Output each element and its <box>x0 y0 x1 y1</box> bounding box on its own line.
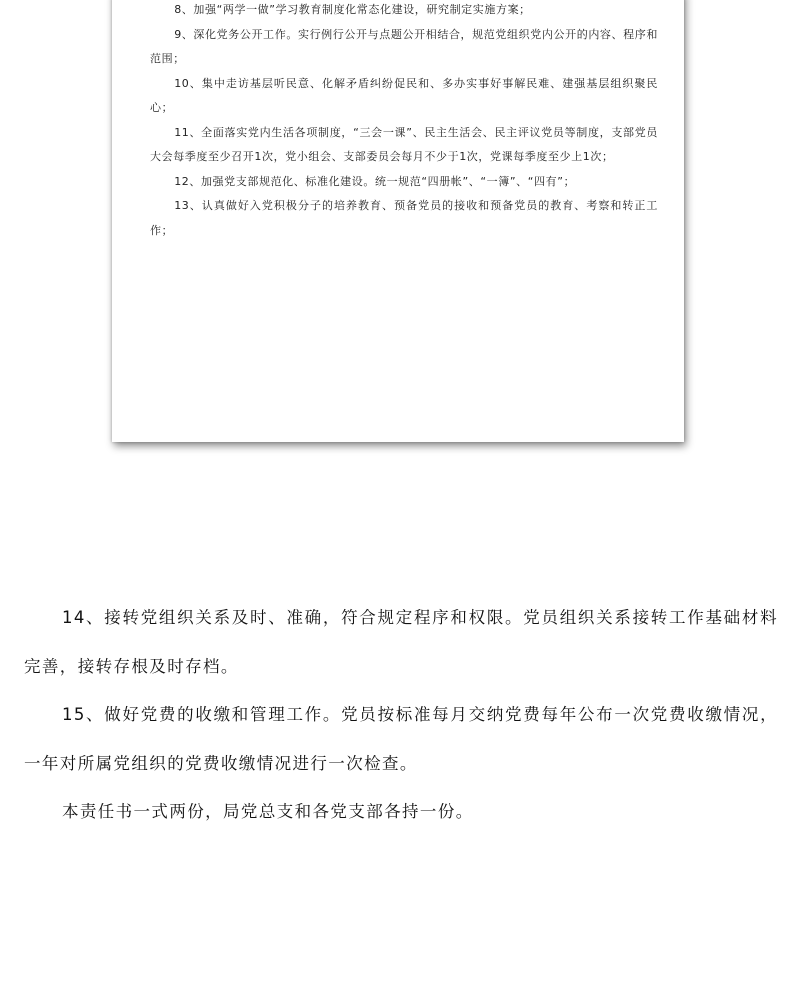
item-10: 10、集中走访基层听民意、化解矛盾纠纷促民和、多办实事好事解民难、建强基层组织聚民心； <box>150 76 658 114</box>
document-body <box>24 594 778 837</box>
page-preview-text <box>150 0 658 243</box>
item-9: 9、深化党务公开工作。实行例行公开与点题公开相结合，规范党组织党内公开的内容、程序和范围； <box>150 27 658 65</box>
item-12: 12、加强党支部规范化、标准化建设。统一规范“四册帐”、“一簿”、“四有”； <box>174 174 576 188</box>
item-13: 13、认真做好入党积极分子的培养教育、预备党员的接收和预备党员的教育、考察和转正工作； <box>150 199 658 237</box>
document-page-preview <box>112 0 684 442</box>
item-15: 15、做好党费的收缴和管理工作。党员按标准每月交纳党费每年公布一次党费收缴情况，一年对所属党组织的党费收缴情况进行一次检查。 <box>24 705 778 773</box>
item-8: 8、加强“两学一做”学习教育制度化常态化建设，研究制定实施方案； <box>174 3 531 16</box>
item-11: 11、全面落实党内生活各项制度，“三会一课”、民主生活会、民主评议党员等制度，支部党员大会每季度至少召开1次，党小组会、支部委员会每月不少于1次，党课每季度至少上1次； <box>150 125 658 163</box>
closing-statement: 本责任书一式两份，局党总支和各党支部各持一份。 <box>61 802 474 821</box>
item-14: 14、接转党组织关系及时、准确，符合规定程序和权限。党员组织关系接转工作基础材料完善，接转存根及时存档。 <box>24 608 778 676</box>
